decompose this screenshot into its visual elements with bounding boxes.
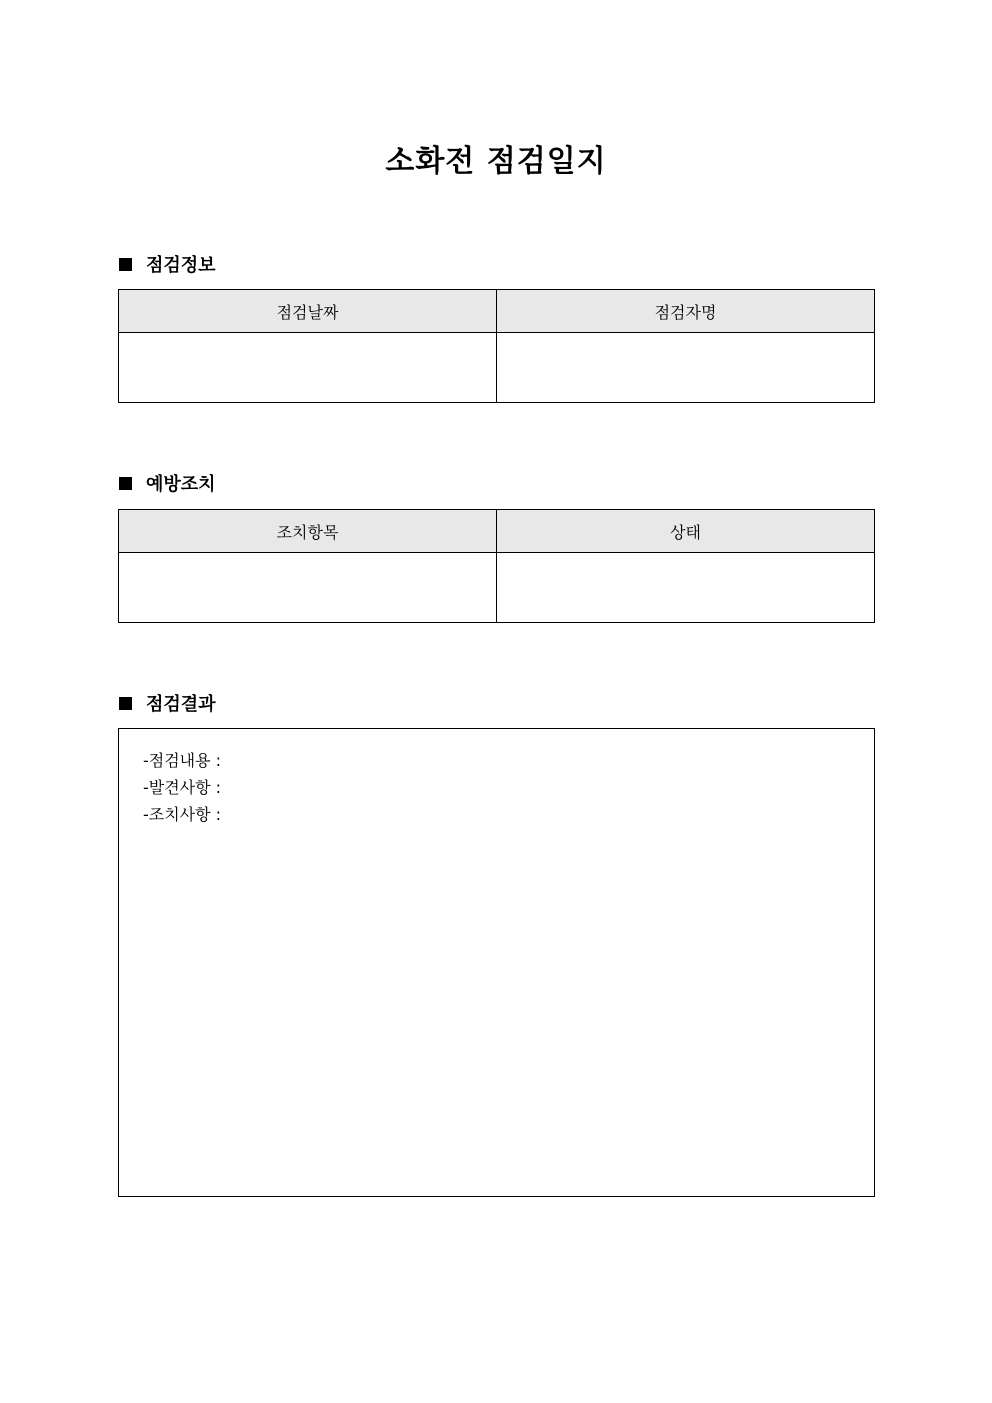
column-header-action-item: 조치항목 [119,510,497,553]
column-header-status: 상태 [497,510,875,553]
section-heading-inspection-results [119,690,216,716]
inspection-info-table [118,289,875,403]
inspection-results-box[interactable] [118,728,875,1197]
result-line-findings: -발견사항 : [143,778,222,797]
section-heading-label: 점검결과 [146,694,216,715]
result-line-actions-taken: -조치사항 : [143,805,222,824]
table-header-row [119,510,875,553]
column-header-inspector-name: 점검자명 [497,290,875,333]
result-line-inspection-content: -점검내용 : [143,751,222,770]
inspection-date-cell[interactable] [119,333,497,403]
preventive-measures-table [118,509,875,623]
table-row [119,553,875,623]
section-heading-label: 예방조치 [146,474,216,495]
document-title: 소화전 점검일지 [385,144,607,179]
section-heading-preventive-measures [119,470,216,496]
inspection-results-list [143,747,221,828]
table-header-row [119,290,875,333]
column-header-inspection-date: 점검날짜 [119,290,497,333]
table-row [119,333,875,403]
section-heading-inspection-info [119,251,216,277]
section-heading-label: 점검정보 [146,255,216,276]
square-bullet-icon [119,697,132,710]
inspector-name-cell[interactable] [497,333,875,403]
square-bullet-icon [119,258,132,271]
action-item-cell[interactable] [119,553,497,623]
square-bullet-icon [119,477,132,490]
status-cell[interactable] [497,553,875,623]
